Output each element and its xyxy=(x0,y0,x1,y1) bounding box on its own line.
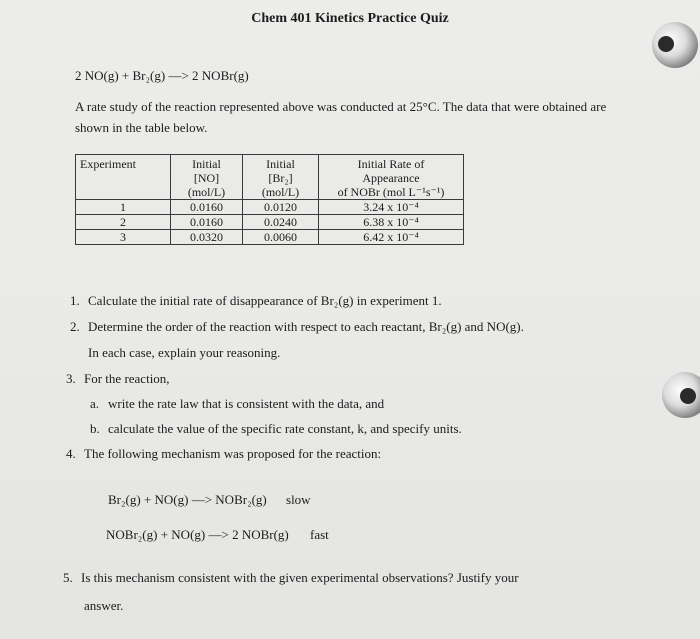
question-5-continued: answer. xyxy=(84,598,124,613)
question-5: 5. Is this mechanism consistent with the given experimental observations? Justify your xyxy=(63,570,519,585)
step-2-speed: fast xyxy=(310,527,329,542)
question-2-continued: In each case, explain your reasoning. xyxy=(88,345,281,360)
table-row: 2 0.0160 0.0240 6.38 x 10⁻⁴ xyxy=(76,215,464,230)
binder-hole-top xyxy=(658,36,674,52)
question-3a: a. write the rate law that is consistent with the data, and xyxy=(90,396,385,411)
intro-paragraph: A rate study of the reaction represented above was conducted at 25°C. The data that were obtained are shown in the table below. xyxy=(75,99,607,135)
mechanism-step-1 xyxy=(108,492,311,508)
question-3b: b. calculate the value of the specific rate constant, k, and specify units. xyxy=(90,421,462,436)
table-header-row xyxy=(76,155,464,200)
header-br2: Initial [Br₂] (mol/L) xyxy=(243,155,319,200)
overall-reaction: 2 NO(g) + Br₂(g) —> 2 NOBr(g) xyxy=(75,68,249,83)
question-2: 2. Determine the order of the reaction with respect to each reactant, Br₂(g) and NO(g). xyxy=(70,319,524,334)
quiz-title: Chem 401 Kinetics Practice Quiz xyxy=(251,11,449,26)
question-4: 4. The following mechanism was proposed for the reaction: xyxy=(66,446,382,461)
mechanism-step-2 xyxy=(106,527,329,543)
header-experiment: Experiment xyxy=(76,155,171,200)
table-row: 3 0.0320 0.0060 6.42 x 10⁻⁴ xyxy=(76,230,464,245)
header-rate: Initial Rate of Appearance of NOBr (mol L⁻¹s⁻¹) xyxy=(319,155,464,200)
step-1-speed: slow xyxy=(286,492,311,507)
header-no: Initial [NO] (mol/L) xyxy=(171,155,243,200)
table-row: 1 0.0160 0.0120 3.24 x 10⁻⁴ xyxy=(76,200,464,215)
binder-hole-bottom xyxy=(680,388,696,404)
rate-data-table xyxy=(75,154,464,245)
question-1: 1. Calculate the initial rate of disappearance of Br₂(g) in experiment 1. xyxy=(70,293,442,308)
step-2-equation: NOBr₂(g) + NO(g) —> 2 NOBr(g) xyxy=(106,527,289,542)
question-3: 3. For the reaction, xyxy=(66,371,170,386)
step-1-equation: Br₂(g) + NO(g) —> NOBr₂(g) xyxy=(108,492,267,507)
